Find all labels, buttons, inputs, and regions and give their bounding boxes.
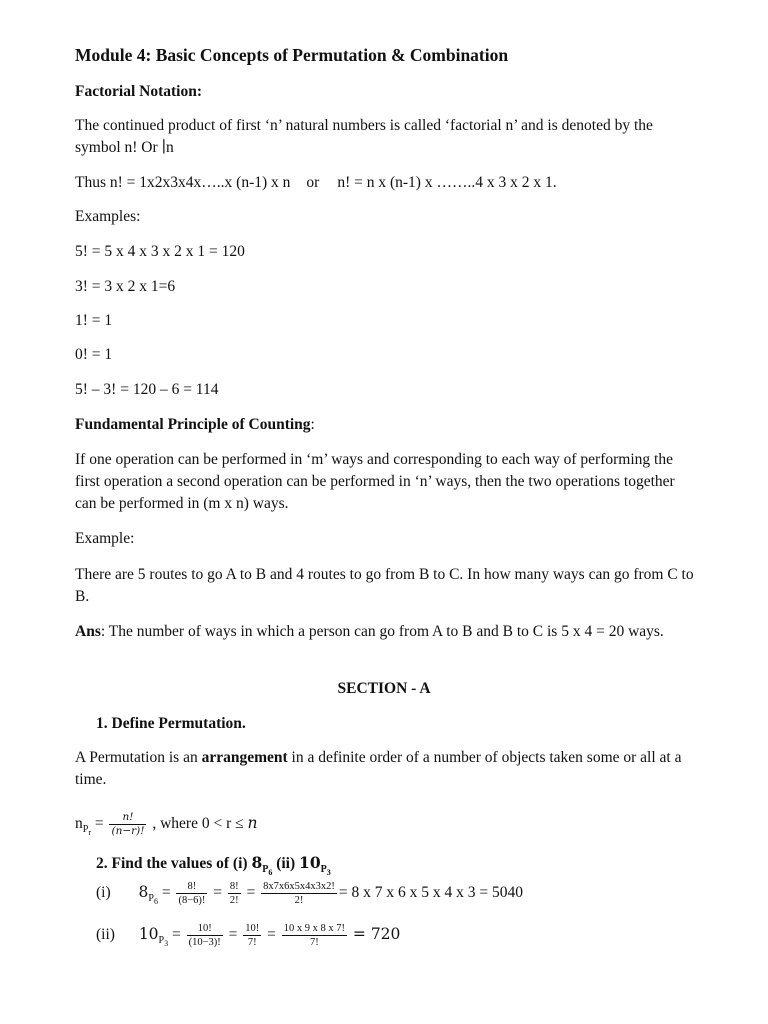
thus-or: or <box>306 174 320 191</box>
part-ii-frac3 <box>282 922 347 949</box>
part-ii-frac2-num: 10! <box>245 922 260 934</box>
example-item: 5! – 3! = 120 – 6 = 114 <box>75 381 219 398</box>
part-i-frac3-num: 8x7x6x5x4x3x2! <box>263 880 335 892</box>
part-ii-lhs-subsub: 3 <box>164 939 169 949</box>
factorial-definition: The continued product of first ‘n’ natural numbers is called ‘factorial n’ and is denoted by the symbol n! Or ∣n <box>75 117 653 156</box>
part-i-frac3 <box>261 880 337 907</box>
part-i-frac2-den: 2! <box>229 894 239 906</box>
part-i-lhs-subsub: 6 <box>153 897 158 907</box>
example-item: 0! = 1 <box>75 346 113 363</box>
part-ii-frac1-num: 10! <box>187 922 223 936</box>
q2-b-subsub: 3 <box>326 868 331 878</box>
part-ii-lhs-sub: P <box>158 935 165 947</box>
part-ii-eq3: = <box>267 926 276 943</box>
part-i-frac2 <box>228 880 241 907</box>
part-ii-eq2: = <box>228 926 238 943</box>
formula-where: , where 0 < r ≤ <box>152 815 248 832</box>
q2-a-subsub: 6 <box>268 868 273 878</box>
answer-label: Ans <box>75 623 101 640</box>
part-ii-frac3-den: 7! <box>310 936 319 948</box>
part-ii-frac3-num: 10 x 9 x 8 x 7! <box>283 922 346 934</box>
part-i-frac3-den: 2! <box>294 894 304 906</box>
part-i-eq3: = <box>246 884 256 901</box>
formula-lhs: n <box>75 815 83 832</box>
example-item: 3! = 3 x 2 x 1=6 <box>75 278 176 295</box>
permutation-formula <box>75 808 258 848</box>
part-i-label: (i) <box>96 884 111 901</box>
perm-def-bold: arrangement <box>201 749 288 766</box>
thus-right: n! = n x (n-1) x ……..4 x 3 x 2 x 1. <box>337 174 557 191</box>
part-ii-line <box>96 918 400 960</box>
counting-principle: If one operation can be performed in ‘m’ ways and corresponding to each way of performing the first operation a second operation can be performed in ‘n’ ways, then the two operations together can be performed in (m x n) ways. <box>75 451 675 512</box>
part-ii-eq1: = <box>171 926 181 943</box>
answer-text: : The number of ways in which a person can go from A to B and B to C is 5 x 4 = 20 ways. <box>100 623 664 640</box>
examples-label: Examples: <box>75 208 141 225</box>
factorial-thus-line <box>75 172 557 194</box>
answer-paragraph <box>75 621 695 643</box>
formula-denominator: (n−r)! <box>111 824 145 837</box>
formula-eq: = <box>94 815 104 832</box>
q2-mid: (ii) <box>272 855 300 872</box>
part-i-result: = 8 x 7 x 6 x 5 x 4 x 3 = 5040 <box>338 884 523 901</box>
q2-a: 8 <box>251 853 263 872</box>
q2-b-sub: P <box>320 864 327 876</box>
part-i-frac1 <box>176 880 207 907</box>
section-heading: SECTION - A <box>337 680 431 697</box>
part-i-frac2-num: 8! <box>229 880 239 892</box>
part-i-frac1-den: (8−6)! <box>178 894 206 906</box>
part-i-lhs: 8 <box>138 883 149 901</box>
part-i-lhs-sub: P <box>148 893 154 905</box>
q2-b: 10 <box>299 853 321 872</box>
q2-a-sub: P <box>262 864 269 876</box>
part-ii-frac2-den: 7! <box>247 936 257 948</box>
perm-def-post: in a definite order of a number of objects taken some or all at a time. <box>75 749 682 788</box>
factorial-heading: Factorial Notation: <box>75 83 202 100</box>
part-i-frac1-num: 8! <box>176 880 207 894</box>
part-i-line <box>96 876 523 918</box>
part-i-eq2: = <box>213 884 222 901</box>
question-1: 1. Define Permutation. <box>96 715 246 732</box>
page-title: Module 4: Basic Concepts of Permutation & Combination <box>75 45 509 65</box>
formula-lhs-sub: P <box>82 824 89 836</box>
perm-def-pre: A Permutation is an <box>75 749 202 766</box>
counting-heading-text: Fundamental Principle of Counting <box>75 416 311 433</box>
formula-numerator: n! <box>109 811 146 825</box>
formula-lhs-subsub: r <box>88 828 91 838</box>
formula-n: n <box>247 814 258 832</box>
counting-heading <box>75 414 315 436</box>
counting-example-text: There are 5 routes to go A to B and 4 routes to go from B to C. In how many ways can go from C to B. <box>75 566 694 605</box>
part-ii-frac1 <box>187 922 223 949</box>
example-label: Example: <box>75 530 135 547</box>
example-item: 5! = 5 x 4 x 3 x 2 x 1 = 120 <box>75 243 245 260</box>
permutation-definition <box>75 747 695 791</box>
part-i-eq1: = <box>161 884 171 901</box>
counting-heading-colon: : <box>310 416 315 433</box>
part-ii-label: (ii) <box>96 926 115 943</box>
thus-left: Thus n! = 1x2x3x4x…..x (n-1) x n <box>75 174 291 191</box>
part-ii-lhs: 10 <box>138 925 159 943</box>
q2-text: 2. Find the values of (i) <box>96 855 252 872</box>
example-item: 1! = 1 <box>75 312 113 329</box>
part-ii-result: = 720 <box>352 925 401 943</box>
formula-fraction <box>109 811 146 838</box>
part-ii-frac1-den: (10−3)! <box>188 936 221 948</box>
part-ii-frac2 <box>243 922 261 949</box>
